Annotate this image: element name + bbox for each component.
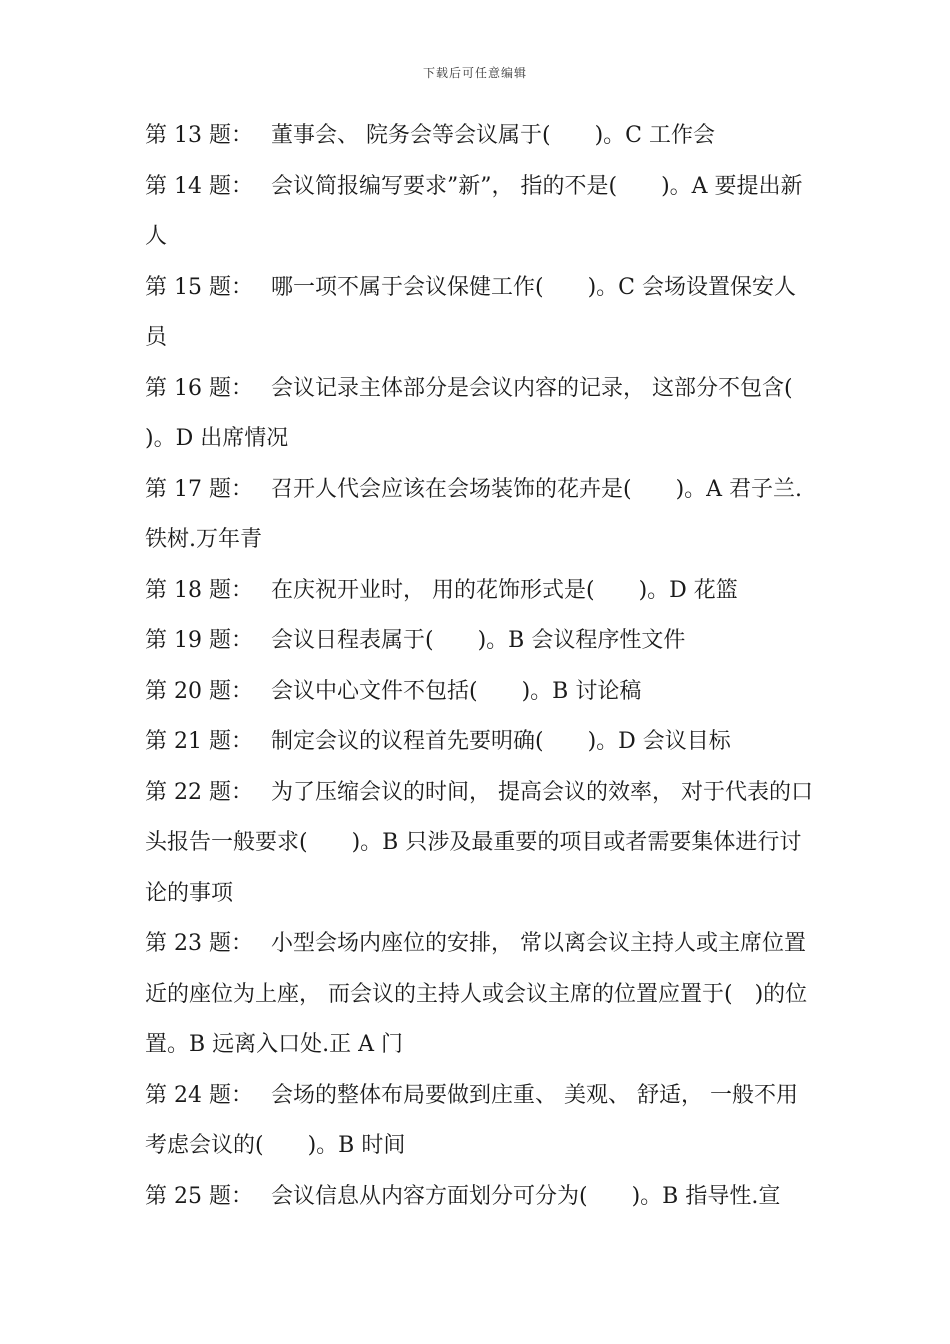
question-22 xyxy=(145,768,815,920)
question-number: 第 15 题： xyxy=(145,274,253,300)
question-number: 第 13 题： xyxy=(145,123,253,148)
question-number: 第 17 题： xyxy=(145,476,253,502)
question-text: 会场的整体布局要做到庄重、 美观、 舒适， 一般不用考虑会议的( )。B 时间 xyxy=(145,1082,798,1158)
question-20 xyxy=(145,667,815,718)
question-number: 第 19 题： xyxy=(145,628,253,653)
question-text: 在庆祝开业时， 用的花饰形式是( )。D 花篮 xyxy=(271,577,738,603)
question-text: 小型会场内座位的安排， 常以离会议主持人或主席位置近的座位为上座， 而会议的主持人或会议主席的位置应置于( )的位置。B 远离入口处.正 A 门 xyxy=(145,931,808,1057)
question-number: 第 20 题： xyxy=(145,678,253,704)
question-number: 第 23 题： xyxy=(145,931,253,956)
question-text: 董事会、 院务会等会议属于( )。C 工作会 xyxy=(271,123,715,148)
question-text: 制定会议的议程首先要明确( )。D 会议目标 xyxy=(271,729,731,754)
question-text: 为了压缩会议的时间， 提高会议的效率， 对于代表的口头报告一般要求( )。B 只涉及最重要的项目或者需要集体进行讨论的事项 xyxy=(145,779,813,906)
question-17 xyxy=(145,465,815,566)
question-number: 第 24 题： xyxy=(145,1082,253,1108)
question-16 xyxy=(145,364,837,465)
question-number: 第 16 题： xyxy=(145,375,253,401)
question-15 xyxy=(145,263,815,364)
question-text: 召开人代会应该在会场装饰的花卉是( )。A 君子兰.铁树.万年青 xyxy=(145,476,803,552)
question-24 xyxy=(145,1071,815,1172)
question-number: 第 18 题： xyxy=(145,577,253,603)
question-text: 会议简报编写要求”新”， 指的不是( )。A 要提出新人 xyxy=(145,173,803,249)
question-number: 第 14 题： xyxy=(145,173,253,199)
question-list xyxy=(145,111,837,1222)
question-text: 会议信息从内容方面划分可分为( )。B 指导性.宣 xyxy=(271,1183,781,1209)
page-header: 下载后可任意编辑 xyxy=(422,66,527,80)
question-text: 哪一项不属于会议保健工作( )。C 会场设置保安人员 xyxy=(145,274,796,350)
question-text: 会议日程表属于( )。B 会议程序性文件 xyxy=(271,628,686,653)
question-text: 会议中心文件不包括( )。B 讨论稿 xyxy=(271,678,642,704)
question-number: 第 25 题： xyxy=(145,1183,253,1209)
question-23 xyxy=(145,919,815,1071)
question-text: 会议记录主体部分是会议内容的记录， 这部分不包含( )。D 出席情况 xyxy=(145,375,837,451)
question-19 xyxy=(145,616,815,667)
question-number: 第 22 题： xyxy=(145,779,253,805)
question-number: 第 21 题： xyxy=(145,729,253,754)
question-14 xyxy=(145,162,815,263)
question-25 xyxy=(145,1172,815,1223)
question-13 xyxy=(145,111,815,162)
question-18 xyxy=(145,566,815,617)
question-21 xyxy=(145,717,815,768)
